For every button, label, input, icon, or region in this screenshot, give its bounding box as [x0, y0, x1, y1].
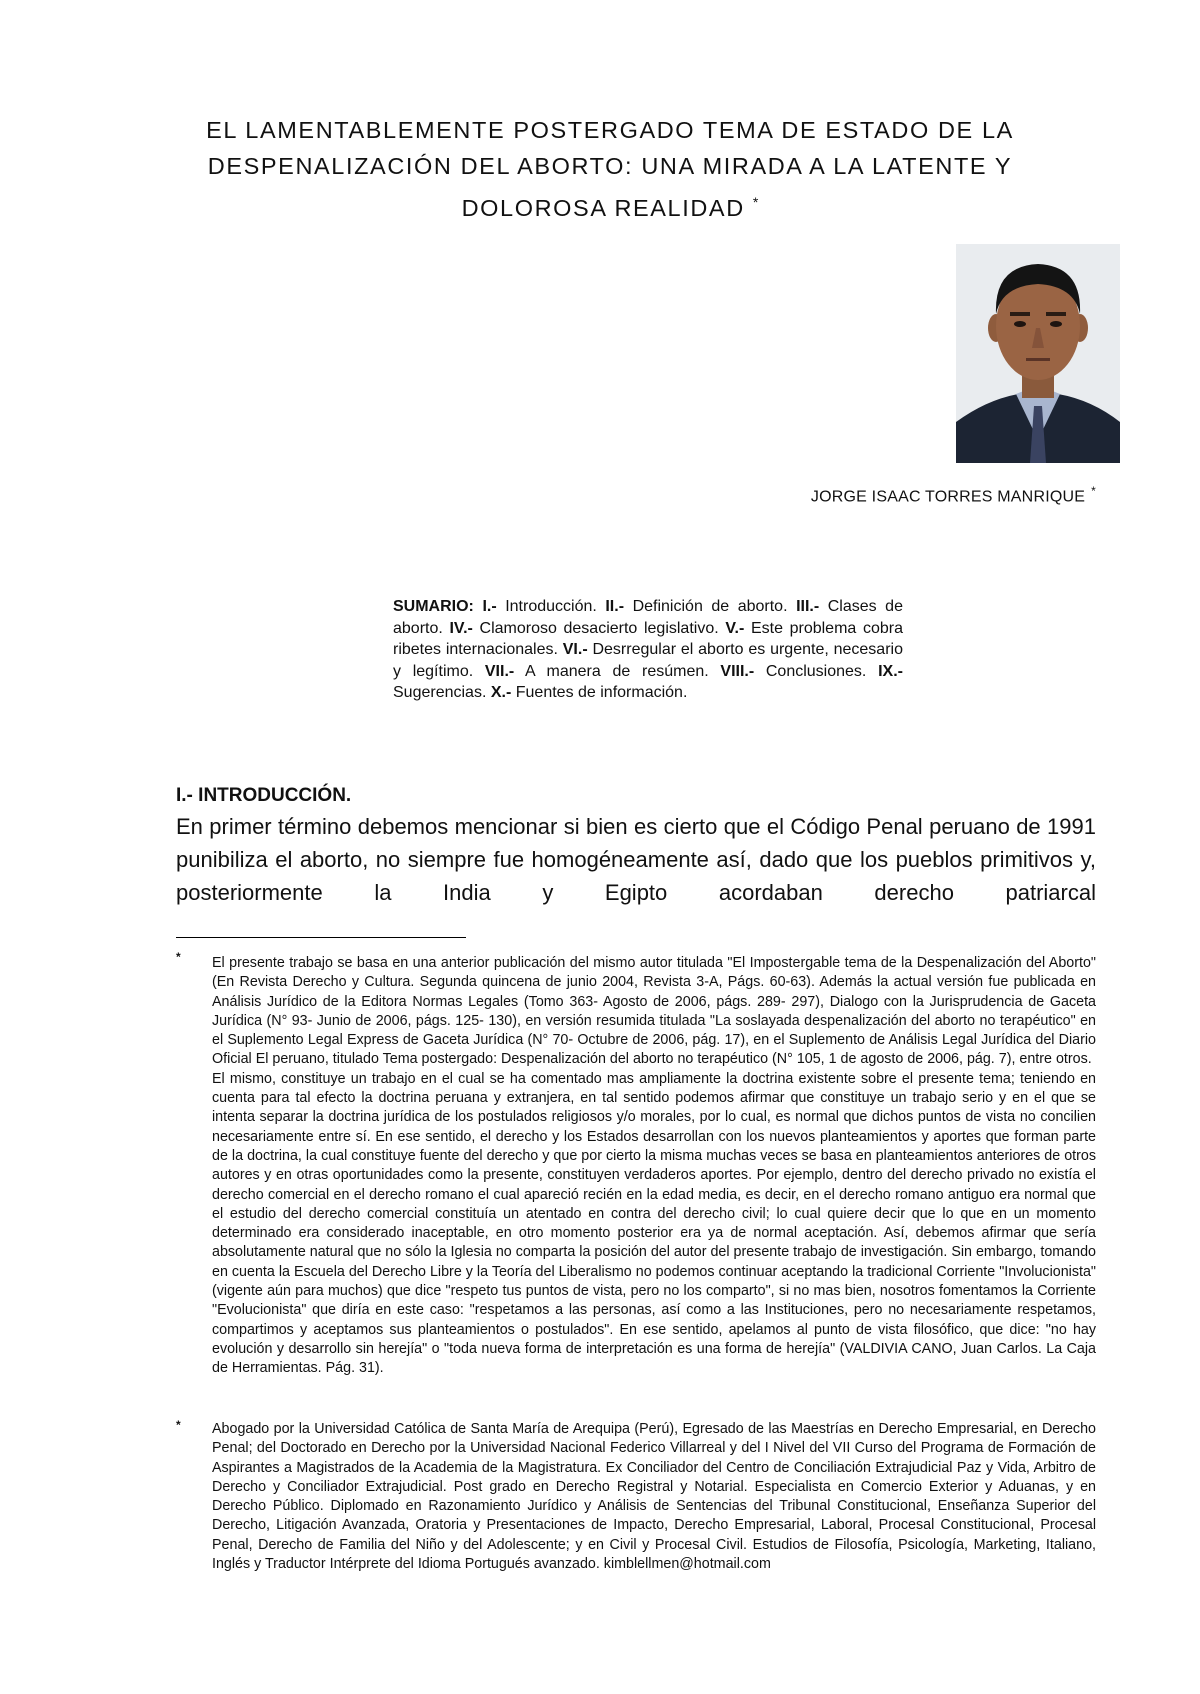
summary-item-num: IX.-: [878, 662, 903, 680]
summary-item-text: Este problema cobra ribetes internacionales.: [393, 619, 903, 658]
footnote-1-marker: *: [176, 950, 181, 964]
title-line-3-text: DOLOROSA REALIDAD: [461, 194, 745, 221]
footnote-1-paragraph-1: El presente trabajo se basa en una anterior publicación del mismo autor titulada "El Impostergable tema de la Despenalización del Aborto" (En Revista Derecho y Cultura. Segunda quincena de junio 2004, Revista 3-A, Págs. 60-63). Además la actual versión fue publicada en Análisis Jurídico de la Editora Normas Legales (Tomo 363- Agosto de 2006, págs. 289- 297), Dialogo con la Jurisprudencia de Gaceta Jurídica (N° 93- Junio de 2006, págs. 125- 130), en versión resumida titulada "La soslayada despenalización del aborto no terapéutico" en el Suplemento Legal Express de Gaceta Jurídica (N° 70- Octubre de 2006, pág. 17), en el Suplemento de Análisis Legal Jurídica del Diario Oficial El peruano, titulado Tema postergado: Despenalización del aborto no terapéutico (N° 105, 1 de agosto de 2006, pág. 7), entre otros.: [212, 955, 1096, 1068]
summary-item-num: VI.-: [562, 641, 588, 658]
title-line-3: [150, 184, 1070, 226]
summary-item-text: Clases de aborto.: [393, 598, 903, 637]
footnote-2: [212, 1420, 1096, 1574]
summary-item-text: Introducción.: [505, 598, 597, 615]
article-title: [150, 112, 1070, 226]
summary-item-num: X.-: [490, 684, 512, 701]
summary-item-num: VII.-: [484, 662, 515, 680]
section-heading: I.- INTRODUCCIÓN.: [176, 785, 352, 806]
footnote-2-marker: *: [176, 1418, 181, 1432]
summary-item-text: Fuentes de información.: [515, 684, 688, 701]
author-footnote-marker: *: [1091, 484, 1096, 498]
footnote-separator: [176, 937, 466, 938]
section-body: En primer término debemos mencionar si bien es cierto que el Código Penal peruano de 1991 punibiliza el aborto, no siempre fue homogéneamente así, dado que los pueblos primitivos y, posteriormente la India y Egipto acordaban derecho patriarcal: [176, 814, 1096, 905]
summary-item-num: III.-: [796, 598, 820, 615]
author-portrait-image: [956, 244, 1120, 463]
author-line: [600, 484, 1096, 506]
summary-item-text: Desrregular el aborto es urgente, necesario y legítimo.: [393, 641, 903, 680]
author-photo: [956, 244, 1120, 463]
author-name: JORGE ISAAC TORRES MANRIQUE: [810, 488, 1086, 506]
summary-item-num: II.-: [605, 598, 625, 615]
summary-item-text: Definición de aborto.: [632, 598, 788, 615]
summary-item-text: Conclusiones.: [765, 662, 867, 680]
summary-item-text: A manera de resúmen.: [525, 662, 709, 680]
footnote-1: [212, 954, 1096, 1379]
summary-item-text: Clamoroso desacierto legislativo.: [479, 619, 719, 637]
footnote-1-paragraph-2: El mismo, constituye un trabajo en el cual se ha comentado mas ampliamente la doctrina existente sobre el presente tema; teniendo en cuenta para tal efecto la doctrina peruana y extranjera, en tal sentido podemos afirmar que constituye un trabajo serio y en el que se intenta separar la doctrina jurídica de los postulados religiosos y/o morales, por lo cual, es normal que dichos puntos de vista no concilien necesariamente entre sí. En ese sentido, el derecho y los Estados desarrollan con los nuevos planteamientos y aportes que forman parte de la doctrina, la cual constituye fuente del derecho y que por cierto la misma muchas veces se basa en planteamientos anteriores de otros autores y en otras oportunidades como la presente, constituyen verdaderos aportes. Por ejemplo, dentro del derecho privado no existía el derecho comercial en el derecho romano el cual apareció recién en la edad media, es decir, en el derecho romano antiguo era normal que el estudio del derecho comercial constituía un atentado en contra del derecho civil; lo cual quiere decir que lo que en un momento determinado era considerado inaceptable, en otro momento posterior era ya de normal aceptación. Así, debemos afirmar que sería absolutamente natural que no sólo la Iglesia no comparta la posición del autor del presente trabajo de investigación. Sin embargo, tomando en cuenta la Escuela del Derecho Libre y la Teoría del Liberalismo no podemos continuar aceptando la tradicional Corriente "Involucionista" (vigente aún para muchos) que dice "respeto tus puntos de vista, pero no los comparto", si no mas bien, nosotros fomentamos la Corriente "Evolucionista" que diría en este caso: "respetamos a las personas, así como a las Instituciones, pero no necesariamente respetamos, compartimos y aceptamos sus planteamientos o postulados". En ese sentido, apelamos al punto de vista filosófico, que dice: "no hay evolución y desarrollo sin herejía" o "toda nueva forma de interpretación es una forma de herejía" (VALDIVIA CANO, Juan Carlos. La Caja de Herramientas. Pág. 31).: [212, 1070, 1096, 1377]
title-footnote-marker: *: [752, 194, 759, 210]
summary-text: [393, 596, 903, 704]
title-line-1: EL LAMENTABLEMENTE POSTERGADO TEMA DE ESTADO DE LA: [206, 117, 1014, 143]
summary-label: SUMARIO:: [393, 598, 474, 615]
summary-item-num: IV.-: [449, 619, 473, 637]
footnote-2-paragraph-1: Abogado por la Universidad Católica de Santa María de Arequipa (Perú), Egresado de las Maestrías en Derecho Empresarial, en Derecho Penal; del Doctorado en Derecho por la Universidad Nacional Federico Villarreal y del I Nivel del VII Curso del Programa de Formación de Aspirantes a Magistrados de la Academia de la Magistratura. Ex Conciliador del Centro de Conciliación Extrajudicial Paz y Vida, Arbitro de Derecho y Conciliador Extrajudicial. Post grado en Derecho Registral y Notarial. Especialista en Comercio Exterior y Aduanas, y en Derecho Público. Diplomado en Razonamiento Jurídico y Análisis de Sentencias del Tribunal Constitucional, Enseñanza Superior del Derecho, Litigación Avanzada, Oratoria y Presentaciones de Impacto, Derecho Empresarial, Laboral, Procesal Constitucional, Procesal Penal, Derecho de Familia del Niño y del Adolescente; y en Civil y Procesal Civil. Estudios de Filosofía, Psicología, Marketing, Italiano, Inglés y Traductor Intérprete del Idioma Portugués avanzado. kimblellmen@hotmail.com: [212, 1421, 1096, 1573]
summary-item-num: I.-: [482, 598, 497, 615]
summary-item-text: Sugerencias.: [393, 684, 487, 701]
summary-item-num: VIII.-: [720, 662, 755, 680]
summary-box: [393, 596, 903, 704]
summary-item-num: V.-: [725, 619, 745, 637]
title-line-2: DESPENALIZACIÓN DEL ABORTO: UNA MIRADA A LA LATENTE Y: [207, 153, 1013, 179]
